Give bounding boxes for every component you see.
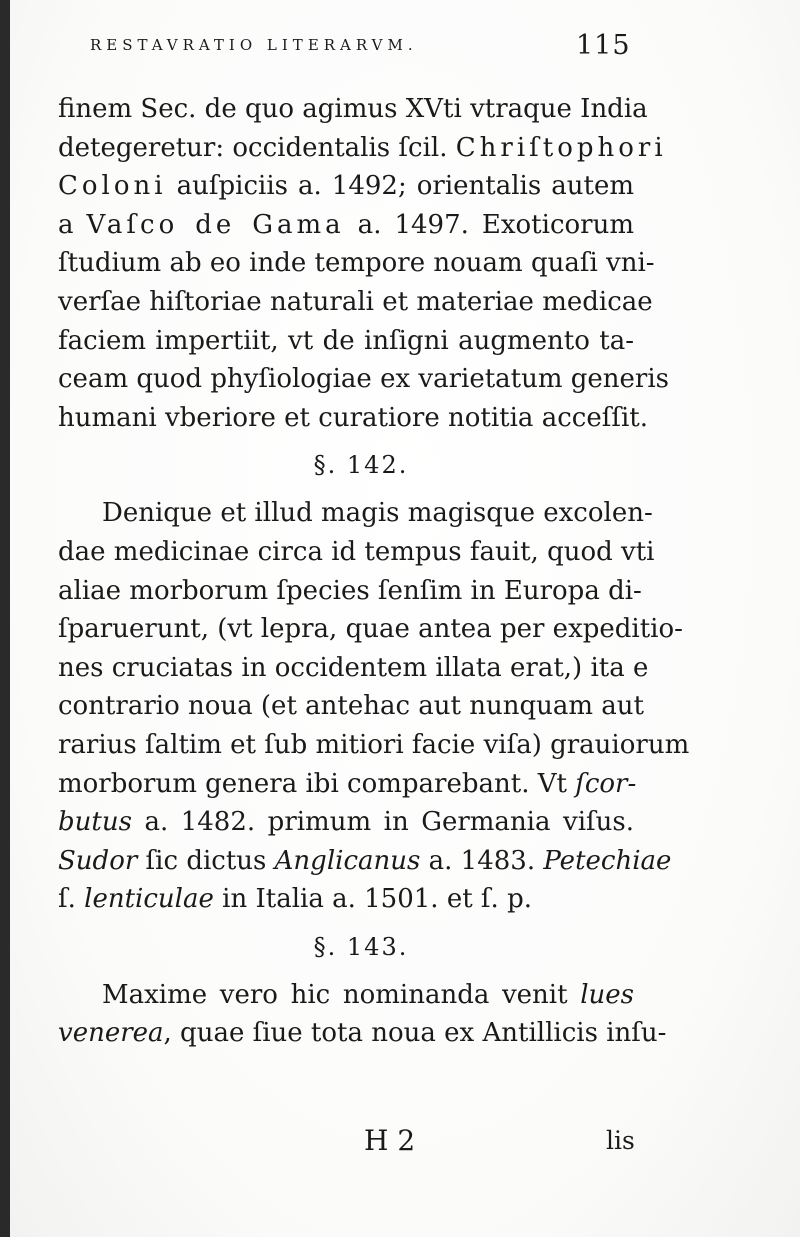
text-line: faciem impertiit, vt de inſigni augmento ta- <box>58 325 634 356</box>
running-head: RESTAVRATIO LITERARVM. <box>90 36 418 54</box>
text-line: ſtudium ab eo inde tempore nouam quaſi vni- <box>58 248 655 279</box>
text-line: venerea, quae ſiue tota noua ex Antillicis inſu- <box>58 1018 667 1049</box>
section-heading: §. 142. <box>313 451 409 480</box>
text-line: ceam quod phyſiologiae ex varietatum generis <box>58 364 670 395</box>
text-line: ſ. lenticulae in Italia a. 1501. et ſ. p. <box>58 884 532 915</box>
italic-term: lues <box>580 979 634 1010</box>
text-line: contrario noua (et antehac aut nunquam aut <box>58 691 645 722</box>
text-line: ſparuerunt, (vt lepra, quae antea per expeditio- <box>58 614 683 645</box>
text-line: butus a. 1482. primum in Germania viſus. <box>58 807 634 838</box>
catchword: lis <box>606 1126 635 1155</box>
text-line: rarius ſaltim et ſub mitiori facie viſa) grauiorum <box>58 729 690 760</box>
body-text <box>58 90 690 1053</box>
spaced-name: Vaſco de Gama <box>86 209 345 240</box>
spaced-name: Chriſtophori <box>455 132 667 163</box>
section-heading: §. 143. <box>313 932 409 961</box>
italic-term: ſcor- <box>575 768 637 799</box>
text-line: Denique et illud magis magisque excolen- <box>102 498 653 529</box>
italic-term: Petechiae <box>543 845 672 876</box>
italic-term: Sudor <box>58 845 138 876</box>
italic-term: Anglicanus <box>274 845 421 876</box>
page-number: 115 <box>576 30 631 61</box>
text-line: nes cruciatas in occidentem illata erat,) ita e <box>58 652 649 683</box>
text-line: a Vaſco de Gama a. 1497. Exoticorum <box>58 209 634 240</box>
signature-mark: H 2 <box>364 1124 416 1157</box>
italic-term: lenticulae <box>84 884 214 915</box>
text-line: Sudor ſic dictus Anglicanus a. 1483. Petechiae <box>58 845 672 876</box>
text-line: morborum genera ibi comparebant. Vt ſcor- <box>58 768 637 799</box>
italic-term: butus <box>58 807 132 838</box>
italic-term: venerea <box>58 1018 164 1049</box>
text-line: verſae hiſtoriae naturali et materiae medicae <box>58 286 653 317</box>
spaced-name: Coloni <box>58 171 167 202</box>
text-line: Coloni auſpiciis a. 1492; orientalis autem <box>58 171 634 202</box>
text-line: dae medicinae circa id tempus fauit, quod vti <box>58 536 655 567</box>
text-line: detegeretur: occidentalis ſcil. Chriſtophori <box>58 132 667 163</box>
text-line: humani vberiore et curatiore notitia acceſſit. <box>58 402 648 433</box>
text-line: Maxime vero hic nominanda venit lues <box>102 979 634 1010</box>
text-line: finem Sec. de quo agimus XVti vtraque India <box>58 94 648 124</box>
text-line: aliae morborum ſpecies ſenſim in Europa di- <box>58 575 642 606</box>
